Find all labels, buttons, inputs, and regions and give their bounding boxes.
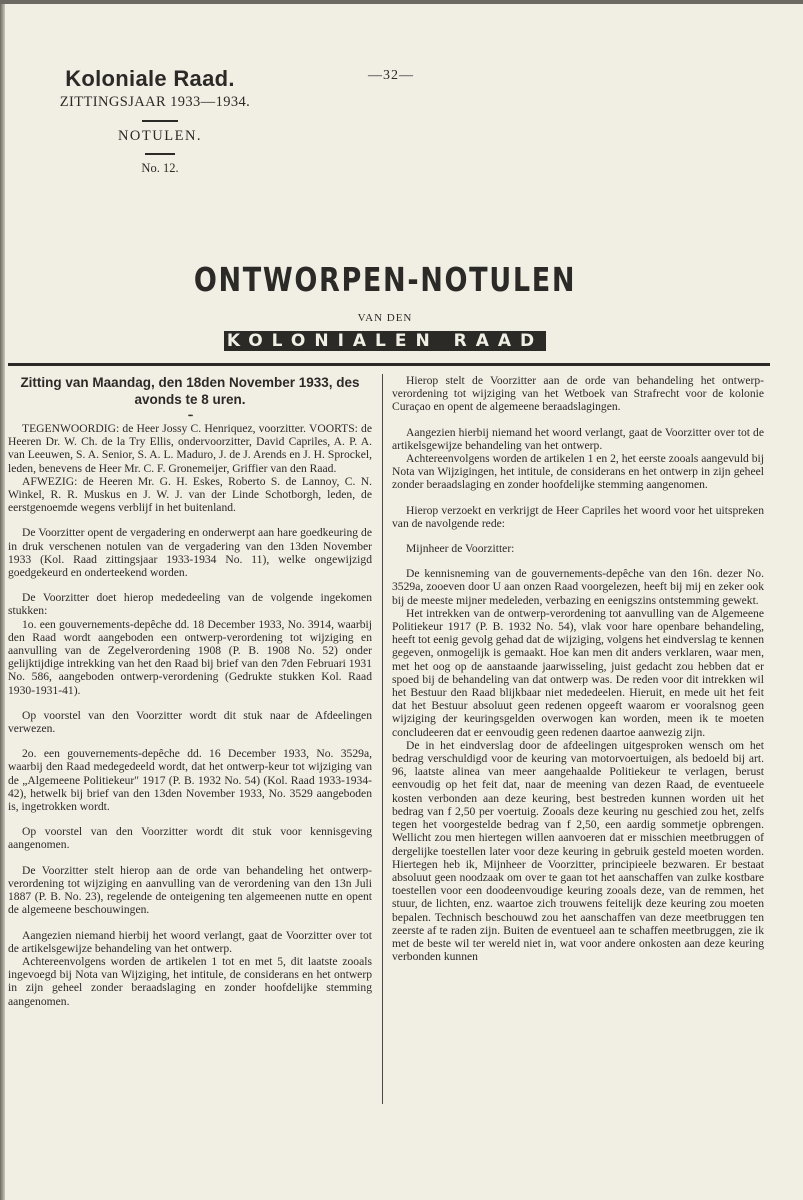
paragraph: 2o. een gouvernements-depêche dd. 16 December 1933, No. 3529a, waarbij den Raad medegedeeld wordt, dat het ontwerp-keur tot wijziging van de „Algemeene Politiekeur" 1917 (P. B. 1932 No. 54) (Kol. Raad 1933-1934-42), hetwelk bij brief van den 13den November 1933, No. 3529 aangeboden is, ingetrokken wordt.	[8, 747, 372, 814]
masthead-rule-2	[145, 153, 175, 155]
paragraph: Achtereenvolgens worden de artikelen 1 tot en met 5, dit laatste zooals ingevoegd bij Nota van Wijziging, het intitule, de considerans en het ontwerp in zijn geheel zonder beraadslaging en zonder hoofdelijke stemming aangenomen.	[8, 954, 372, 1008]
paragraph: 1o. een gouvernements-depêche dd. 18 December 1933, No. 3914, waarbij den Raad wordt aangeboden een ontwerp-verordening tot wijziging en aanvulling van de Zegelverordening 1908 (P. B. 1908 No. 52) onder gelijktijdige intrekking van het den Raad bij brief van den 7den Februari 1931 No. 586, aangeboden ontwerp-verordening (Gedrukte stukken Kol. Raad 1930-1931-41).	[8, 617, 372, 697]
right-column	[392, 374, 764, 963]
speech-salutation: Mijnheer de Voorzitter:	[406, 542, 515, 556]
main-title: ONTWORPEN-NOTULEN	[193, 260, 577, 299]
paragraph: Op voorstel van den Voorzitter wordt dit stuk naar de Afdeelingen verwezen.	[8, 708, 372, 736]
paragraph: Hierop stelt de Voorzitter aan de orde van behandeling het ontwerp-verordening tot wijziging van het Wetboek van Strafrecht voor de kolonie Curaçao en opent de algemeene beraadslagingen.	[392, 374, 764, 414]
paragraph: Aangezien hierbij niemand het woord verlangt, gaat de Voorzitter over tot de artikelsgewijze behandeling van het ontwerp.	[392, 425, 764, 452]
paragraph: De Voorzitter opent de vergadering en onderwerpt aan hare goedkeuring de in druk verschenen notulen van de vergadering van den 13den November 1933 (Kol. Raad zittingsjaar 1933-1934 No. 11), welke ongewijzigd goedgekeurd en onderteekend worden.	[8, 526, 372, 580]
title-rule	[8, 363, 770, 366]
paragraph: De Voorzitter doet hierop mededeeling van de volgende ingekomen stukken:	[8, 591, 372, 618]
decorative-subtitle-text: KOLONIALEN RAAD	[224, 331, 546, 351]
paragraph: De in het eindverslag door de afdeelingen uitgesproken wensch om het bedrag verschuldigd voor de keuring van motorvoertuigen, als bedoeld bij art. 96, laatste alinea van meer aangehaalde Politiekeur te verlagen, berust eenvoudig op het feit dat, naar de meening van dezen Raad, de eventueele kosten verbonden aan deze keuring, best bestreden kunnen worden uit het bedrag van f 2,50 per voertuig. Zooals deze keuring nu geschied zou het, zelfs tegen het voorgestelde bedrag van f 2,50, een aardig sommetje opbrengen. Wellicht zou men hiertegen willen aanvoeren dat er misschien meetbruggen of dergelijke toestellen later voor deze keuring in gebruik gesteld moeten worden. Hiertegen heb ik, Mijnheer de Voorzitter, principieele bezwaren. Er bestaat absoluut geen noodzaak om over te gaan tot het aanschaffen van zulke kostbare toestellen voor een doodeenvoudige keuring zooals deze, van de remmen, het stuur, de lichten, enz. waartoe zich trouwens feitelijk deze keuring zou moeten bepalen. Technisch beschouwd zou het aanschaffen van deze meetbruggen ten zeerste af te raden zijn. Buiten de eventueel aan te schaffen meetbruggen, zie ik met de beste wil ter wereld niet in, wat voor andere onkosten aan deze keuring verbonden kunnen	[392, 738, 764, 964]
paragraph: Hierop verzoekt en verkrijgt de Heer Capriles het woord voor het uitspreken van de navolgende rede:	[392, 503, 764, 530]
paragraph: De kennisneming van de gouvernements-depêche van den 16n. dezer No. 3529a, zooeven door U aan onzen Raad voorgelezen, heeft bij mij en zeker ook bij de meeste mijner medeleden, verbazing en eenigszins ontstemming gewekt.	[392, 567, 764, 607]
title-van-den: VAN DEN	[357, 312, 413, 324]
masthead	[30, 66, 290, 176]
page-edge	[0, 0, 5, 1200]
page-edge-top	[0, 0, 803, 4]
decorative-subtitle	[0, 331, 770, 351]
issue-number: No. 12.	[141, 160, 179, 175]
attendance-absent: AFWEZIG: de Heeren Mr. G. H. Eskes, Roberto S. de Lannoy, C. N. Winkel, R. R. Muskus en J. W. J. van der Linde Schotborgh, leden, de eerstgenoemde wegens verblijf in het buitenland.	[8, 474, 372, 515]
attendance-present: TEGENWOORDIG: de Heer Jossy C. Henriquez, voorzitter. VOORTS: de Heeren Dr. W. Ch. de la Try Ellis, ondervoorzitter, David Capriles, A. P. A. van Leeuwen, S. A. Senior, S. A. L. Maduro, J. de J. Arends en J. H. Sprockel, leden, benevens de Heer Mr. C. F. Gronemeijer, Griffier van den Raad.	[8, 422, 372, 475]
paragraph: Achtereenvolgens worden de artikelen 1 en 2, het eerste zooals aangevuld bij Nota van Wijzigingen, het intitule, de considerans en het ontwerp in zijn geheel zonder beraadslaging en zonder hoofdelijke stemming aangenomen.	[392, 452, 764, 492]
notulen-label: NOTULEN.	[117, 128, 203, 144]
page-number: —32—	[368, 68, 414, 83]
ornament-divider: •••	[187, 412, 193, 420]
paragraph: Op voorstel van den Voorzitter wordt dit stuk voor kennisgeving aangenomen.	[8, 825, 372, 852]
sitting-heading: Zitting van Maandag, den 18den November 1933, des avonds te 8 uren.	[20, 375, 360, 407]
left-column	[8, 374, 372, 1008]
council-name: Koloniale Raad.	[65, 66, 235, 91]
paragraph: Het intrekken van de ontwerp-verordening tot aanvulling van de Algemeene Politiekeur 1917 (P. B. 1932 No. 54), vlak voor hare openbare behandeling, heeft tot eenig gevolg gehad dat de wijziging, volgens het eindverslag te kennen gegeven, onmogelijk is gemaakt. Hoe kan men dit anders verklaren, waar men, met het oog op de aanstaande jaarwisseling, juist gedacht zou hebben dat er spoed bij de behandeling van dat ontwerp was. De reden voor dit intrekken wil het Bestuur den Raad blijkbaar niet mededeelen. Hieruit, en mede uit het feit dat het Bestuur absoluut geen redenen opgeeft waarom er vooralsnog geen wijziging der keuringsgelden overwogen kan worden, meen ik te moeten concludeeren dat er eenvoudig geen redenen daartoe aanwezig zijn.	[392, 606, 764, 739]
paragraph: De Voorzitter stelt hierop aan de orde van behandeling het ontwerp-verordening tot wijziging en aanvulling van de verordening van den 13n Juli 1887 (P. B. No. 23), regelende de onteigening ten algemeenen nutte en opent de algemeene beschouwingen.	[8, 863, 372, 917]
paragraph: Aangezien niemand hierbij het woord verlangt, gaat de Voorzitter over tot de artikelsgewijze behandeling van het ontwerp.	[8, 928, 372, 955]
session-year: ZITTINGSJAAR 1933—1934.	[59, 94, 251, 110]
masthead-rule	[142, 120, 178, 122]
column-divider	[382, 374, 383, 1104]
